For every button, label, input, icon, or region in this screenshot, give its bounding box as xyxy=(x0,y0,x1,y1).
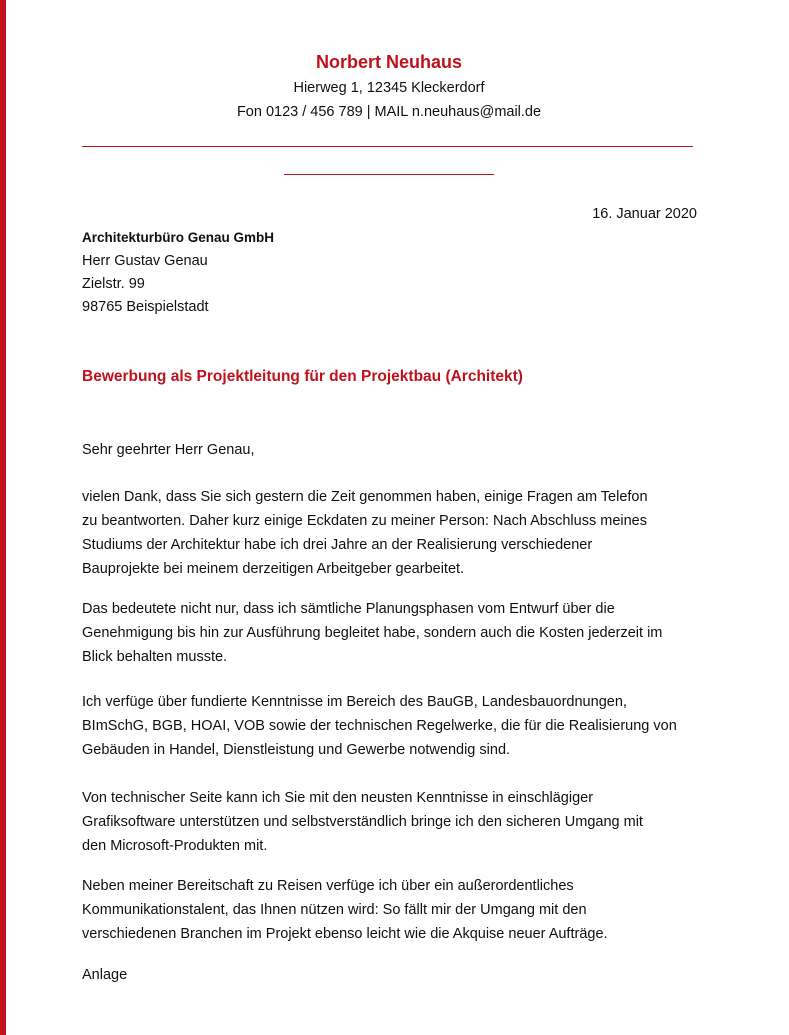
paragraph-line: den Microsoft-Produkten mit. xyxy=(82,838,268,854)
paragraph-2 xyxy=(82,597,702,669)
paragraph-1 xyxy=(82,485,702,581)
paragraph-line: Studiums der Architektur habe ich drei Jahre an der Realisierung verschiedener xyxy=(82,537,593,553)
paragraph-line: zu beantworten. Daher kurz einige Eckdaten zu meiner Person: Nach Abschluss meines xyxy=(82,513,647,529)
paragraph-4 xyxy=(82,786,702,858)
recipient-street: Zielstr. 99 xyxy=(82,276,145,292)
recipient-company: Architekturbüro Genau GmbH xyxy=(82,230,275,245)
paragraph-line: Neben meiner Bereitschaft zu Reisen verfüge ich über ein außerordentliches xyxy=(82,878,574,894)
paragraph-line: Genehmigung bis hin zur Ausführung begleitet habe, sondern auch die Kosten jederzeit im xyxy=(82,625,663,641)
header-short-divider xyxy=(284,174,494,175)
paragraph-5 xyxy=(82,874,702,946)
letter-date: 16. Januar 2020 xyxy=(592,206,697,222)
paragraph-line: BImSchG, BGB, HOAI, VOB sowie der technischen Regelwerke, die für die Realisierung von xyxy=(82,718,677,734)
recipient-person: Herr Gustav Genau xyxy=(82,253,208,269)
paragraph-line: Ich verfüge über fundierte Kenntnisse im Bereich des BauGB, Landesbauordnungen, xyxy=(82,694,627,710)
left-accent-bar xyxy=(0,0,6,1035)
paragraph-line: Das bedeutete nicht nur, dass ich sämtliche Planungsphasen vom Entwurf über die xyxy=(82,601,615,617)
paragraph-line: Bauprojekte bei meinem derzeitigen Arbeitgeber gearbeitet. xyxy=(82,561,465,577)
sender-name: Norbert Neuhaus xyxy=(315,52,463,72)
enclosure-note: Anlage xyxy=(82,967,128,983)
paragraph-line: Blick behalten musste. xyxy=(82,649,228,665)
paragraph-line: verschiedenen Branchen im Projekt ebenso leicht wie die Akquise neuer Aufträge. xyxy=(82,926,608,942)
paragraph-3 xyxy=(82,690,702,762)
sender-contact: Fon 0123 / 456 789 | MAIL n.neuhaus@mail.de xyxy=(236,104,542,120)
paragraph-line: Von technischer Seite kann ich Sie mit den neusten Kenntnisse in einschlägiger xyxy=(82,790,594,806)
paragraph-line: vielen Dank, dass Sie sich gestern die Zeit genommen haben, einige Fragen am Telefon xyxy=(82,489,648,505)
paragraph-line: Grafiksoftware unterstützen und selbstverständlich bringe ich den sicheren Umgang mit xyxy=(82,814,643,830)
letter-subject: Bewerbung als Projektleitung für den Projektbau (Architekt) xyxy=(82,368,523,385)
sender-address: Hierweg 1, 12345 Kleckerdorf xyxy=(293,80,485,96)
paragraph-line: Kommunikationstalent, das Ihnen nützen wird: So fällt mir der Umgang mit den xyxy=(82,902,587,918)
recipient-city: 98765 Beispielstadt xyxy=(82,299,209,315)
header-divider xyxy=(82,146,693,147)
salutation: Sehr geehrter Herr Genau, xyxy=(82,442,255,458)
paragraph-line: Gebäuden in Handel, Dienstleistung und Gewerbe notwendig sind. xyxy=(82,742,511,758)
